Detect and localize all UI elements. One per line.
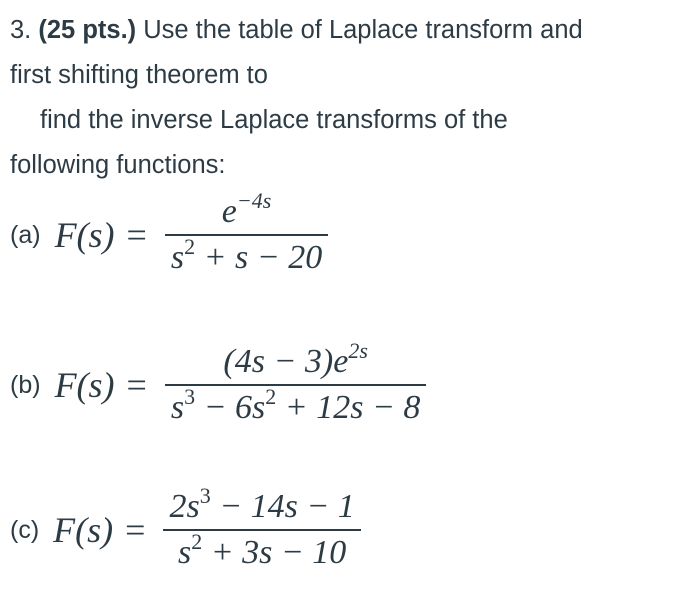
equals-b: = [126, 365, 147, 405]
problem-line-3: find the inverse Laplace transforms of the [40, 106, 508, 134]
num-base-a: e [221, 193, 237, 230]
problem-line-1 [10, 8, 675, 53]
problem-text-1: Use the table of Laplace transform and [143, 16, 583, 44]
numerator-c [163, 485, 360, 529]
denominator-b [165, 386, 427, 430]
den-exp-c: 2 [191, 529, 203, 554]
numerator-b [217, 340, 373, 384]
lhs-b: F(s) [54, 365, 115, 405]
equals-c: = [125, 510, 146, 550]
num-exp-b: 2s [348, 338, 368, 363]
fraction-b [165, 340, 427, 430]
problem-statement [10, 8, 675, 188]
denominator-a [165, 236, 328, 280]
part-label-a: (a) [10, 220, 41, 249]
problem-points: (25 pts.) [38, 16, 137, 44]
equation-a [10, 190, 328, 280]
den-base-a: s [170, 239, 185, 276]
den-exp-a: 2 [184, 234, 196, 259]
problem-number: 3. [10, 16, 32, 44]
den-rest-b: + 12s − 8 [276, 389, 421, 426]
fraction-a [165, 190, 328, 280]
den-base-c: s [177, 534, 192, 571]
numerator-a [216, 190, 278, 234]
equation-b [10, 340, 426, 430]
den-rest-c: + 3s − 10 [202, 534, 347, 571]
denominator-c [172, 531, 352, 575]
problem-line-4: following functions: [10, 151, 226, 179]
lhs-c: F(s) [53, 510, 114, 550]
lhs-a: F(s) [54, 215, 115, 255]
num-base-c: 2s [169, 488, 200, 525]
den-rest-a: + s − 20 [195, 239, 323, 276]
equation-c [10, 485, 361, 575]
fraction-c [163, 485, 360, 575]
den-base-b: s [170, 389, 185, 426]
den-exp1-b: 3 [184, 384, 196, 409]
num-exp-c: 3 [199, 483, 211, 508]
den-exp2-b: 2 [265, 384, 277, 409]
num-base-b: (4s − 3)e [223, 343, 349, 380]
num-exp-a: −4s [236, 188, 272, 213]
den-mid-b: − 6s [195, 389, 266, 426]
problem-line-2: first shifting theorem to [10, 61, 268, 89]
equals-a: = [126, 215, 147, 255]
part-label-c: (c) [10, 515, 40, 544]
num-rest-c: − 14s − 1 [210, 488, 355, 525]
part-label-b: (b) [10, 370, 41, 399]
